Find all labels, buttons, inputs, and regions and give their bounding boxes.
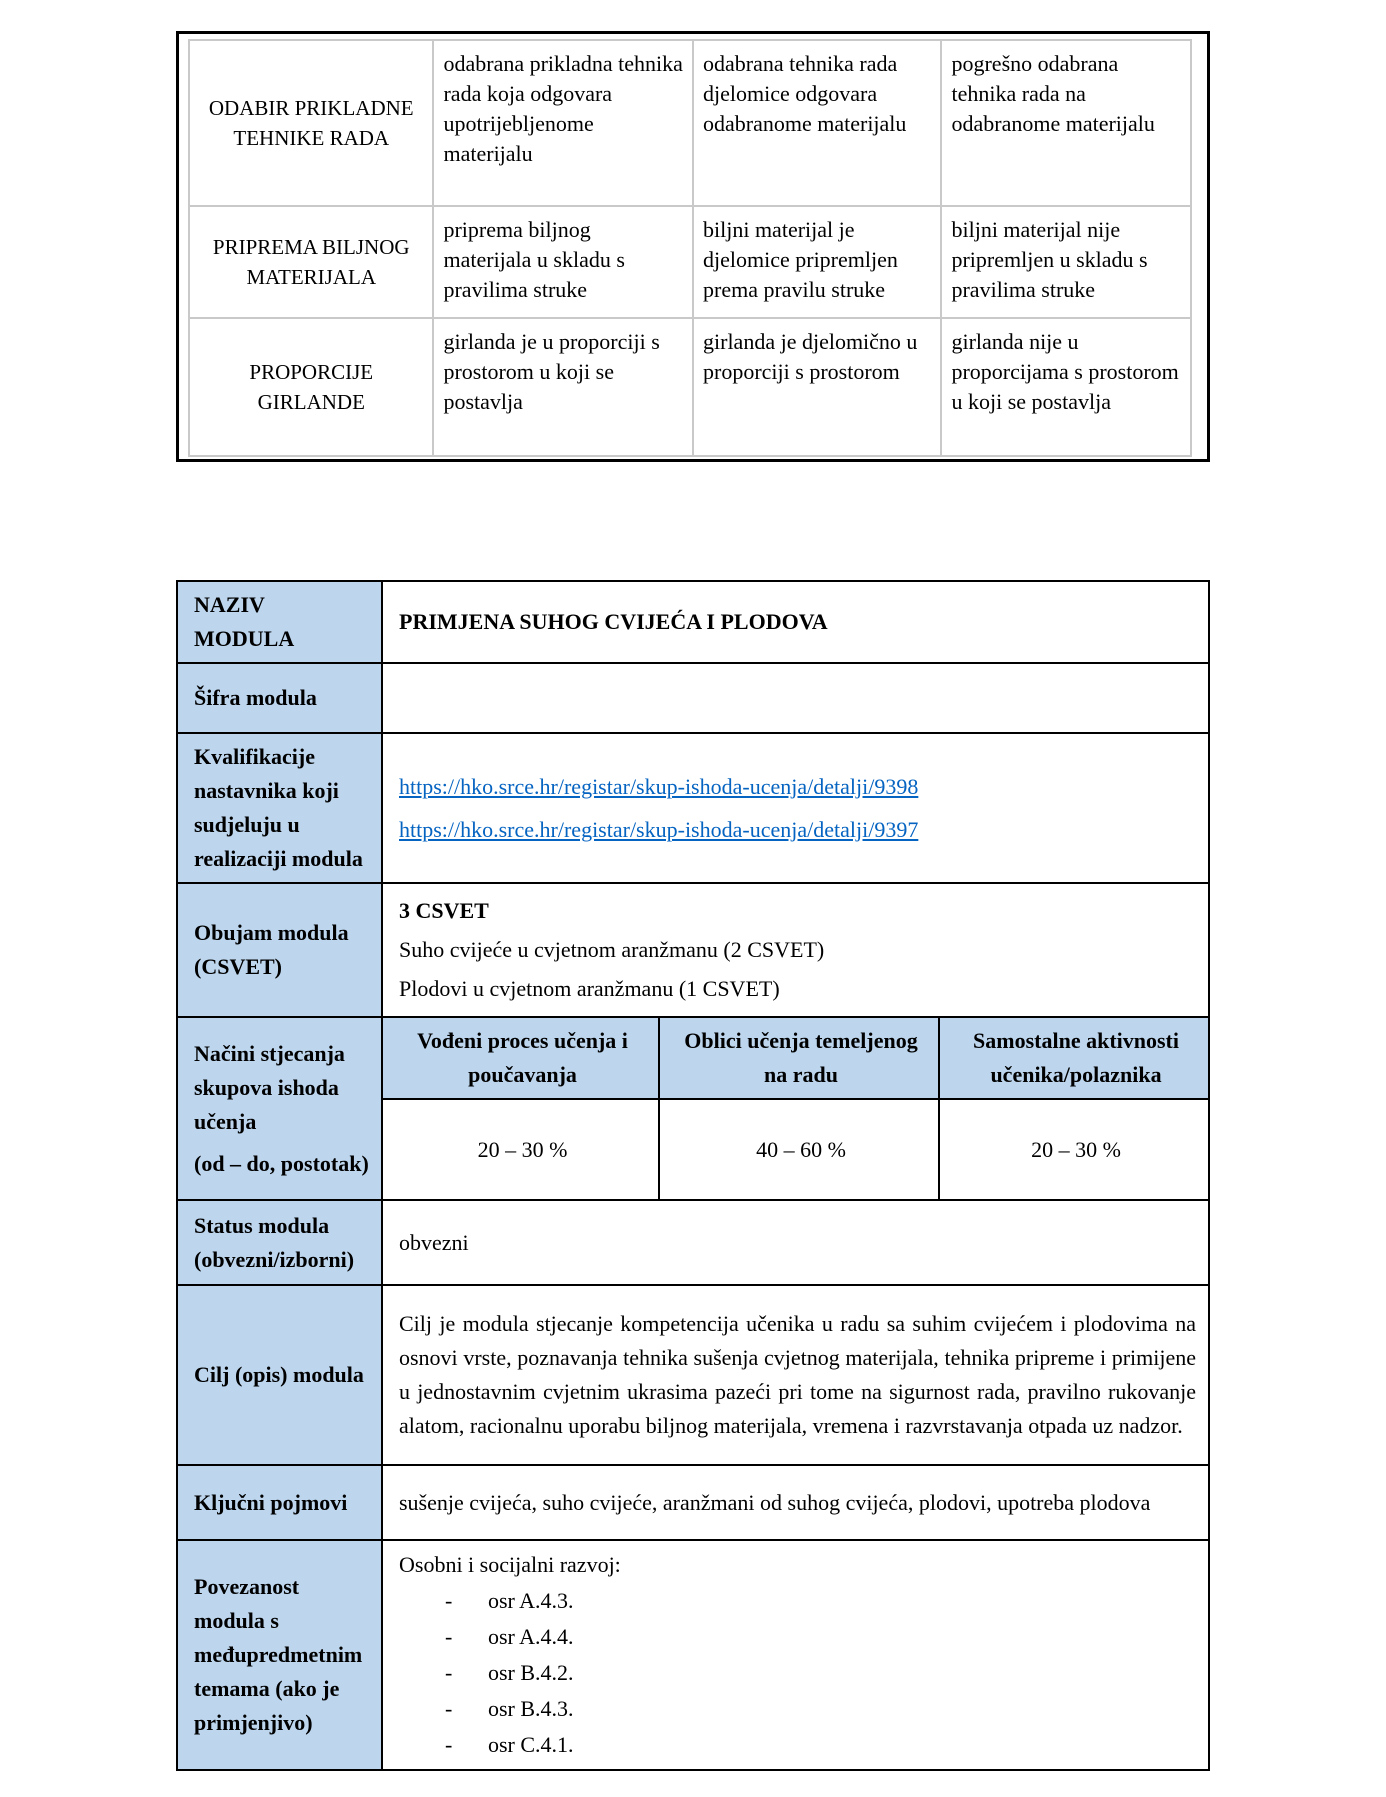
osr-list-item (399, 1655, 1196, 1691)
dash-bullet: - (445, 1588, 453, 1613)
sifra-modula-value (382, 663, 1209, 733)
nacini-label (177, 1017, 382, 1200)
dash-bullet: - (445, 1660, 453, 1685)
osr-list-item (399, 1691, 1196, 1727)
criteria-row (189, 206, 1191, 318)
criteria-cell: odabrana tehnika rada djelomice odgovara odabranome materijalu (693, 40, 941, 206)
osr-item-text: osr B.4.2. (488, 1660, 574, 1685)
criteria-cell: girlanda nije u proporcijama s prostorom u koji se postavlja (941, 318, 1191, 456)
cilj-modula-label: Cilj (opis) modula (177, 1285, 382, 1465)
dash-bullet: - (445, 1732, 453, 1757)
sifra-modula-label: Šifra modula (177, 663, 382, 733)
kljucni-pojmovi-value: sušenje cvijeća, suho cvijeće, aranžmani od suhog cvijeća, plodovi, upotreba plodova (382, 1465, 1209, 1540)
criteria-table (188, 39, 1192, 457)
module-row-cilj (177, 1285, 1209, 1465)
kljucni-pojmovi-label: Ključni pojmovi (177, 1465, 382, 1540)
naziv-modula-label: NAZIV MODULA (177, 581, 382, 663)
obujam-modula-label: Obujam modula (CSVET) (177, 883, 382, 1017)
hko-link-9397[interactable]: https://hko.srce.hr/registar/skup-ishoda-ucenja/detalji/9397 (399, 816, 919, 842)
osr-list-item (399, 1583, 1196, 1619)
nacini-label-line1: Načini stjecanja skupova ishoda učenja (194, 1040, 345, 1134)
obujam-total: 3 CSVET (399, 898, 489, 923)
criteria-cell: girlanda je djelomično u proporciji s prostorom (693, 318, 941, 456)
osr-list-item (399, 1727, 1196, 1763)
criteria-table-frame (176, 31, 1210, 462)
obujam-item: Suho cvijeće u cvjetnom aranžmanu (2 CSVET) (399, 937, 825, 962)
nacini-col-header: Samostalne aktivnosti učenika/polaznika (939, 1017, 1209, 1099)
nacini-col-header: Oblici učenja temeljenog na radu (659, 1017, 939, 1099)
module-table (176, 580, 1210, 1771)
osr-item-text: osr A.4.3. (488, 1588, 574, 1613)
status-modula-value: obvezni (382, 1200, 1209, 1285)
criteria-row-label: PROPORCIJE GIRLANDE (189, 318, 433, 456)
povezanost-label: Povezanost modula s međupredmetnim temama (ako je primjenjivo) (177, 1540, 382, 1770)
criteria-row-label: PRIPREMA BILJNOG MATERIJALA (189, 206, 433, 318)
criteria-cell: girlanda je u proporciji s prostorom u koji se postavlja (433, 318, 693, 456)
criteria-cell: odabrana prikladna tehnika rada koja odgovara upotrijebljenome materijalu (433, 40, 693, 206)
module-row-naziv (177, 581, 1209, 663)
nacini-col-value: 20 – 30 % (382, 1099, 659, 1200)
criteria-cell: pogrešno odabrana tehnika rada na odabranome materijalu (941, 40, 1191, 206)
kvalifikacije-label: Kvalifikacije nastavnika koji sudjeluju u realizaciji modula (177, 733, 382, 883)
dash-bullet: - (445, 1624, 453, 1649)
osr-item-text: osr B.4.3. (488, 1696, 574, 1721)
hko-link-9398[interactable]: https://hko.srce.hr/registar/skup-ishoda-ucenja/detalji/9398 (399, 773, 919, 799)
status-modula-label: Status modula (obvezni/izborni) (177, 1200, 382, 1285)
kvalifikacije-value (382, 733, 1209, 883)
cilj-modula-value: Cilj je modula stjecanje kompetencija učenika u radu sa suhim cvijećem i plodovima na osnovi vrste, poznavanja tehnika sušenja cvjetnog materijala, tehnika pripreme i primijene u jednostavnim cvjetnim ukrasima pazeći pri tome na sigurnost rada, pravilno rukovanje alatom, racionalnu uporabu biljnog materijala, vremena i razvrstavanja otpada uz nadzor. (382, 1285, 1209, 1465)
nacini-col-value: 20 – 30 % (939, 1099, 1209, 1200)
criteria-row-label: ODABIR PRIKLADNE TEHNIKE RADA (189, 40, 433, 206)
osr-list-item (399, 1619, 1196, 1655)
module-row-nacini-header (177, 1017, 1209, 1099)
povezanost-heading: Osobni i socijalni razvoj: (399, 1552, 621, 1577)
osr-item-text: osr A.4.4. (488, 1624, 574, 1649)
criteria-cell: priprema biljnog materijala u skladu s pravilima struke (433, 206, 693, 318)
module-row-kvalifikacije (177, 733, 1209, 883)
nacini-col-header: Vođeni proces učenja i poučavanja (382, 1017, 659, 1099)
criteria-row (189, 40, 1191, 206)
dash-bullet: - (445, 1696, 453, 1721)
module-row-povezanost (177, 1540, 1209, 1770)
osr-item-text: osr C.4.1. (488, 1732, 574, 1757)
module-row-status (177, 1200, 1209, 1285)
nacini-col-value: 40 – 60 % (659, 1099, 939, 1200)
povezanost-value (382, 1540, 1209, 1770)
obujam-item: Plodovi u cvjetnom aranžmanu (1 CSVET) (399, 976, 780, 1001)
criteria-cell: biljni materijal nije pripremljen u skladu s pravilima struke (941, 206, 1191, 318)
link-row (399, 767, 1196, 807)
link-row (399, 810, 1196, 850)
obujam-modula-value (382, 883, 1209, 1017)
module-row-kljucni (177, 1465, 1209, 1540)
module-row-obujam (177, 883, 1209, 1017)
module-row-sifra (177, 663, 1209, 733)
criteria-row (189, 318, 1191, 456)
nacini-label-line2: (od – do, postotak) (194, 1150, 369, 1176)
naziv-modula-value: PRIMJENA SUHOG CVIJEĆA I PLODOVA (382, 581, 1209, 663)
criteria-cell: biljni materijal je djelomice pripremljen prema pravilu struke (693, 206, 941, 318)
